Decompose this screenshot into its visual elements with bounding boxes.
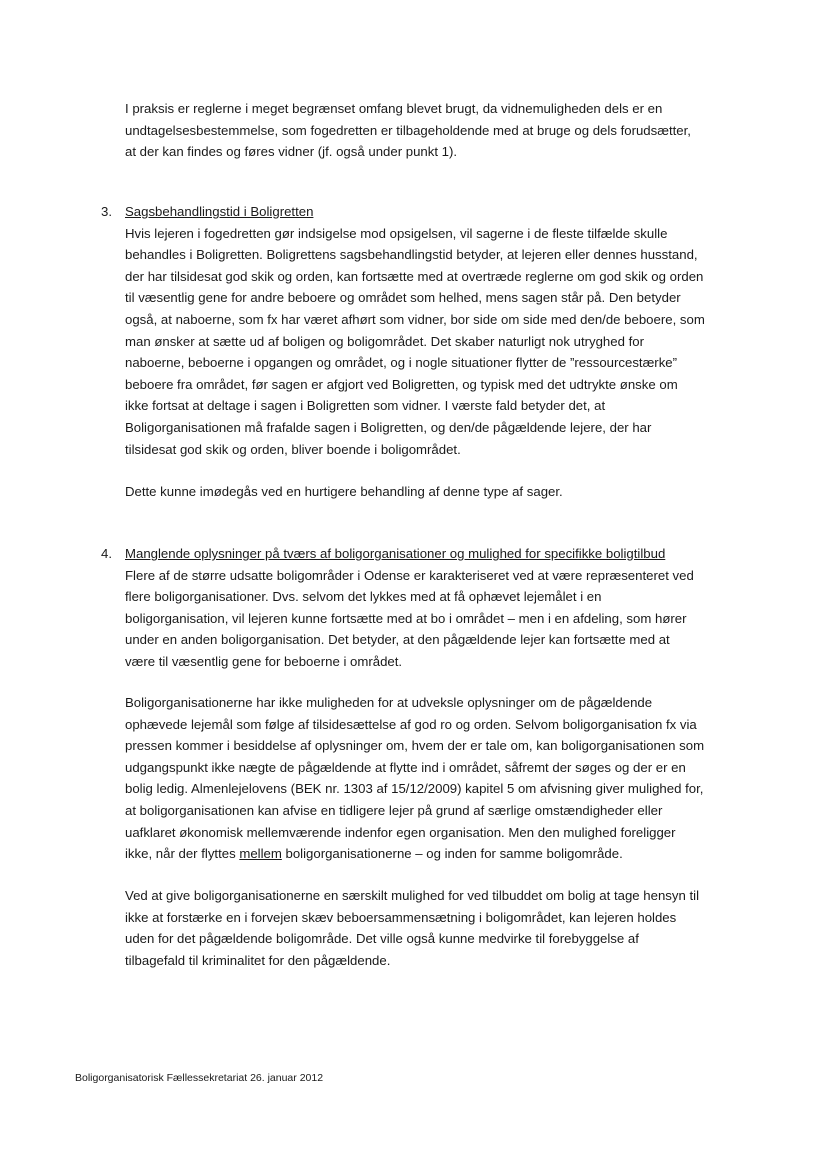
text-line: Flere af de større udsatte boligområder i Odense er karakteriseret ved at være repræsenteret ved [125,567,694,583]
text-line: til væsentlig gene for andre beboere og området som helhed, mens sagen står på. Den betyder [125,290,681,306]
text-line: undtagelsesbestemmelse, som fogedretten er tilbageholdende med at bruge og dels forudsætter, [125,122,691,138]
text-line: tilsidesat god skik og orden, bliver boende i boligområdet. [125,441,461,457]
section-3 [125,201,750,460]
text-segment: ikke, når der flyttes [125,846,240,862]
text-line: man ønsker at sætte ud af boligen og boligområdet. Det skaber naturligt nok utryghed for [125,333,644,349]
text-line: udgangspunkt ikke nægte de pågældende at flytte ind i området, såfremt der søges og der er en [125,759,686,775]
text-line: pressen kommer i besiddelse af oplysninger om, hvem der er tale om, kan boligorganisationen som [125,738,705,754]
section-4 [125,543,750,673]
text-line: beboere fra området, før sagen er afgjort ved Boligretten, og typisk med det udtrykte ønske om [125,376,678,392]
text-line: flere boligorganisationer. Dvs. selvom det lykkes med at få ophævet lejemålet i en [125,589,602,605]
text-line: at boligorganisationen kan afvise en tidligere lejer på grund af særlige omstændigheder eller [125,802,663,818]
text-segment: boligorganisationerne – og inden for samme boligområde. [281,846,623,862]
text-line: I praksis er reglerne i meget begrænset omfang blevet brugt, da vidnemuligheden dels er en [125,101,663,116]
text-line: Hvis lejeren i fogedretten gør indsigelse mod opsigelsen, vil sagerne i de fleste tilfælde skulle [125,225,668,241]
section-4-number: 4. [101,546,112,561]
text-line: Boligorganisationen må frafalde sagen i Boligretten, og den/de pågældende lejere, der har [125,419,652,435]
section-4-paragraph-3 [125,885,750,971]
text-line: boligorganisation, vil lejeren kunne fortsætte med at bo i området – men i en afdeling, som hører [125,610,687,626]
text-line-with-emphasis [125,843,750,865]
emphasized-word: mellem [239,846,282,862]
page-footer: Boligorganisatorisk Fællessekretariat 26. januar 2012 [75,1072,324,1084]
text-line: ikke fortsat at deltage i sagen i Boligretten som vidner. I værste fald betyder det, at [125,398,606,414]
text-line: ikke at forstærke en i forvejen skæv beboersammensætning i boligområdet, kan lejeren holdes [125,909,677,925]
text-line: Dette kunne imødegås ved en hurtigere behandling af denne type af sager. [125,484,563,499]
text-line: under en anden boligorganisation. Det betyder, at den pågældende lejer kan fortsætte med at [125,632,670,648]
section-3-conclusion [125,481,750,503]
text-line: Ved at give boligorganisationerne en særskilt mulighed for ved tilbuddet om bolig at tage hensyn til [125,888,700,903]
text-line: bolig ledig. Almenlejelovens (BEK nr. 1303 af 15/12/2009) kapitel 5 om afvisning giver mulighed for, [125,781,704,797]
section-4-heading: Manglende oplysninger på tværs af boligorganisationer og mulighed for specifikke boligtilbud [125,546,666,561]
text-line: ophævede lejemål som følge af tilsidesættelse af god ro og orden. Selvom boligorganisation fx via [125,716,697,732]
text-line: at der kan findes og føres vidner (jf. også under punkt 1). [125,144,458,160]
text-line: Boligorganisationerne har ikke muligheden for at udveksle oplysninger om de pågældende [125,695,653,710]
text-line: uden for det pågældende boligområde. Det ville også kunne medvirke til forebyggelse af [125,931,639,947]
section-4-paragraph-2 [125,692,750,865]
intro-paragraph [125,98,750,163]
text-line: uafklaret økonomisk mellemværende indenfor egen organisation. Men den mulighed foreligger [125,824,676,840]
text-line: behandles i Boligretten. Boligrettens sagsbehandlingstid betyder, at lejeren eller dennes husstand, [125,247,698,263]
text-line: naboerne, beboerne i opgangen og området, og i nogle situationer flytter de ”ressourcestærke” [125,355,678,371]
text-line: være til væsentlig gene for beboerne i området. [125,653,403,669]
text-line: tilbagefald til kriminalitet for den pågældende. [125,952,391,968]
section-3-heading: Sagsbehandlingstid i Boligretten [125,204,314,219]
section-3-number: 3. [101,204,112,219]
text-line: der har tilsidesat god skik og orden, kan fortsætte med at overtræde reglerne om god skik og orden [125,268,704,284]
text-line: også, at naboerne, som fx har været afhørt som vidner, bor side om side med den/de beboere, som [125,311,705,327]
